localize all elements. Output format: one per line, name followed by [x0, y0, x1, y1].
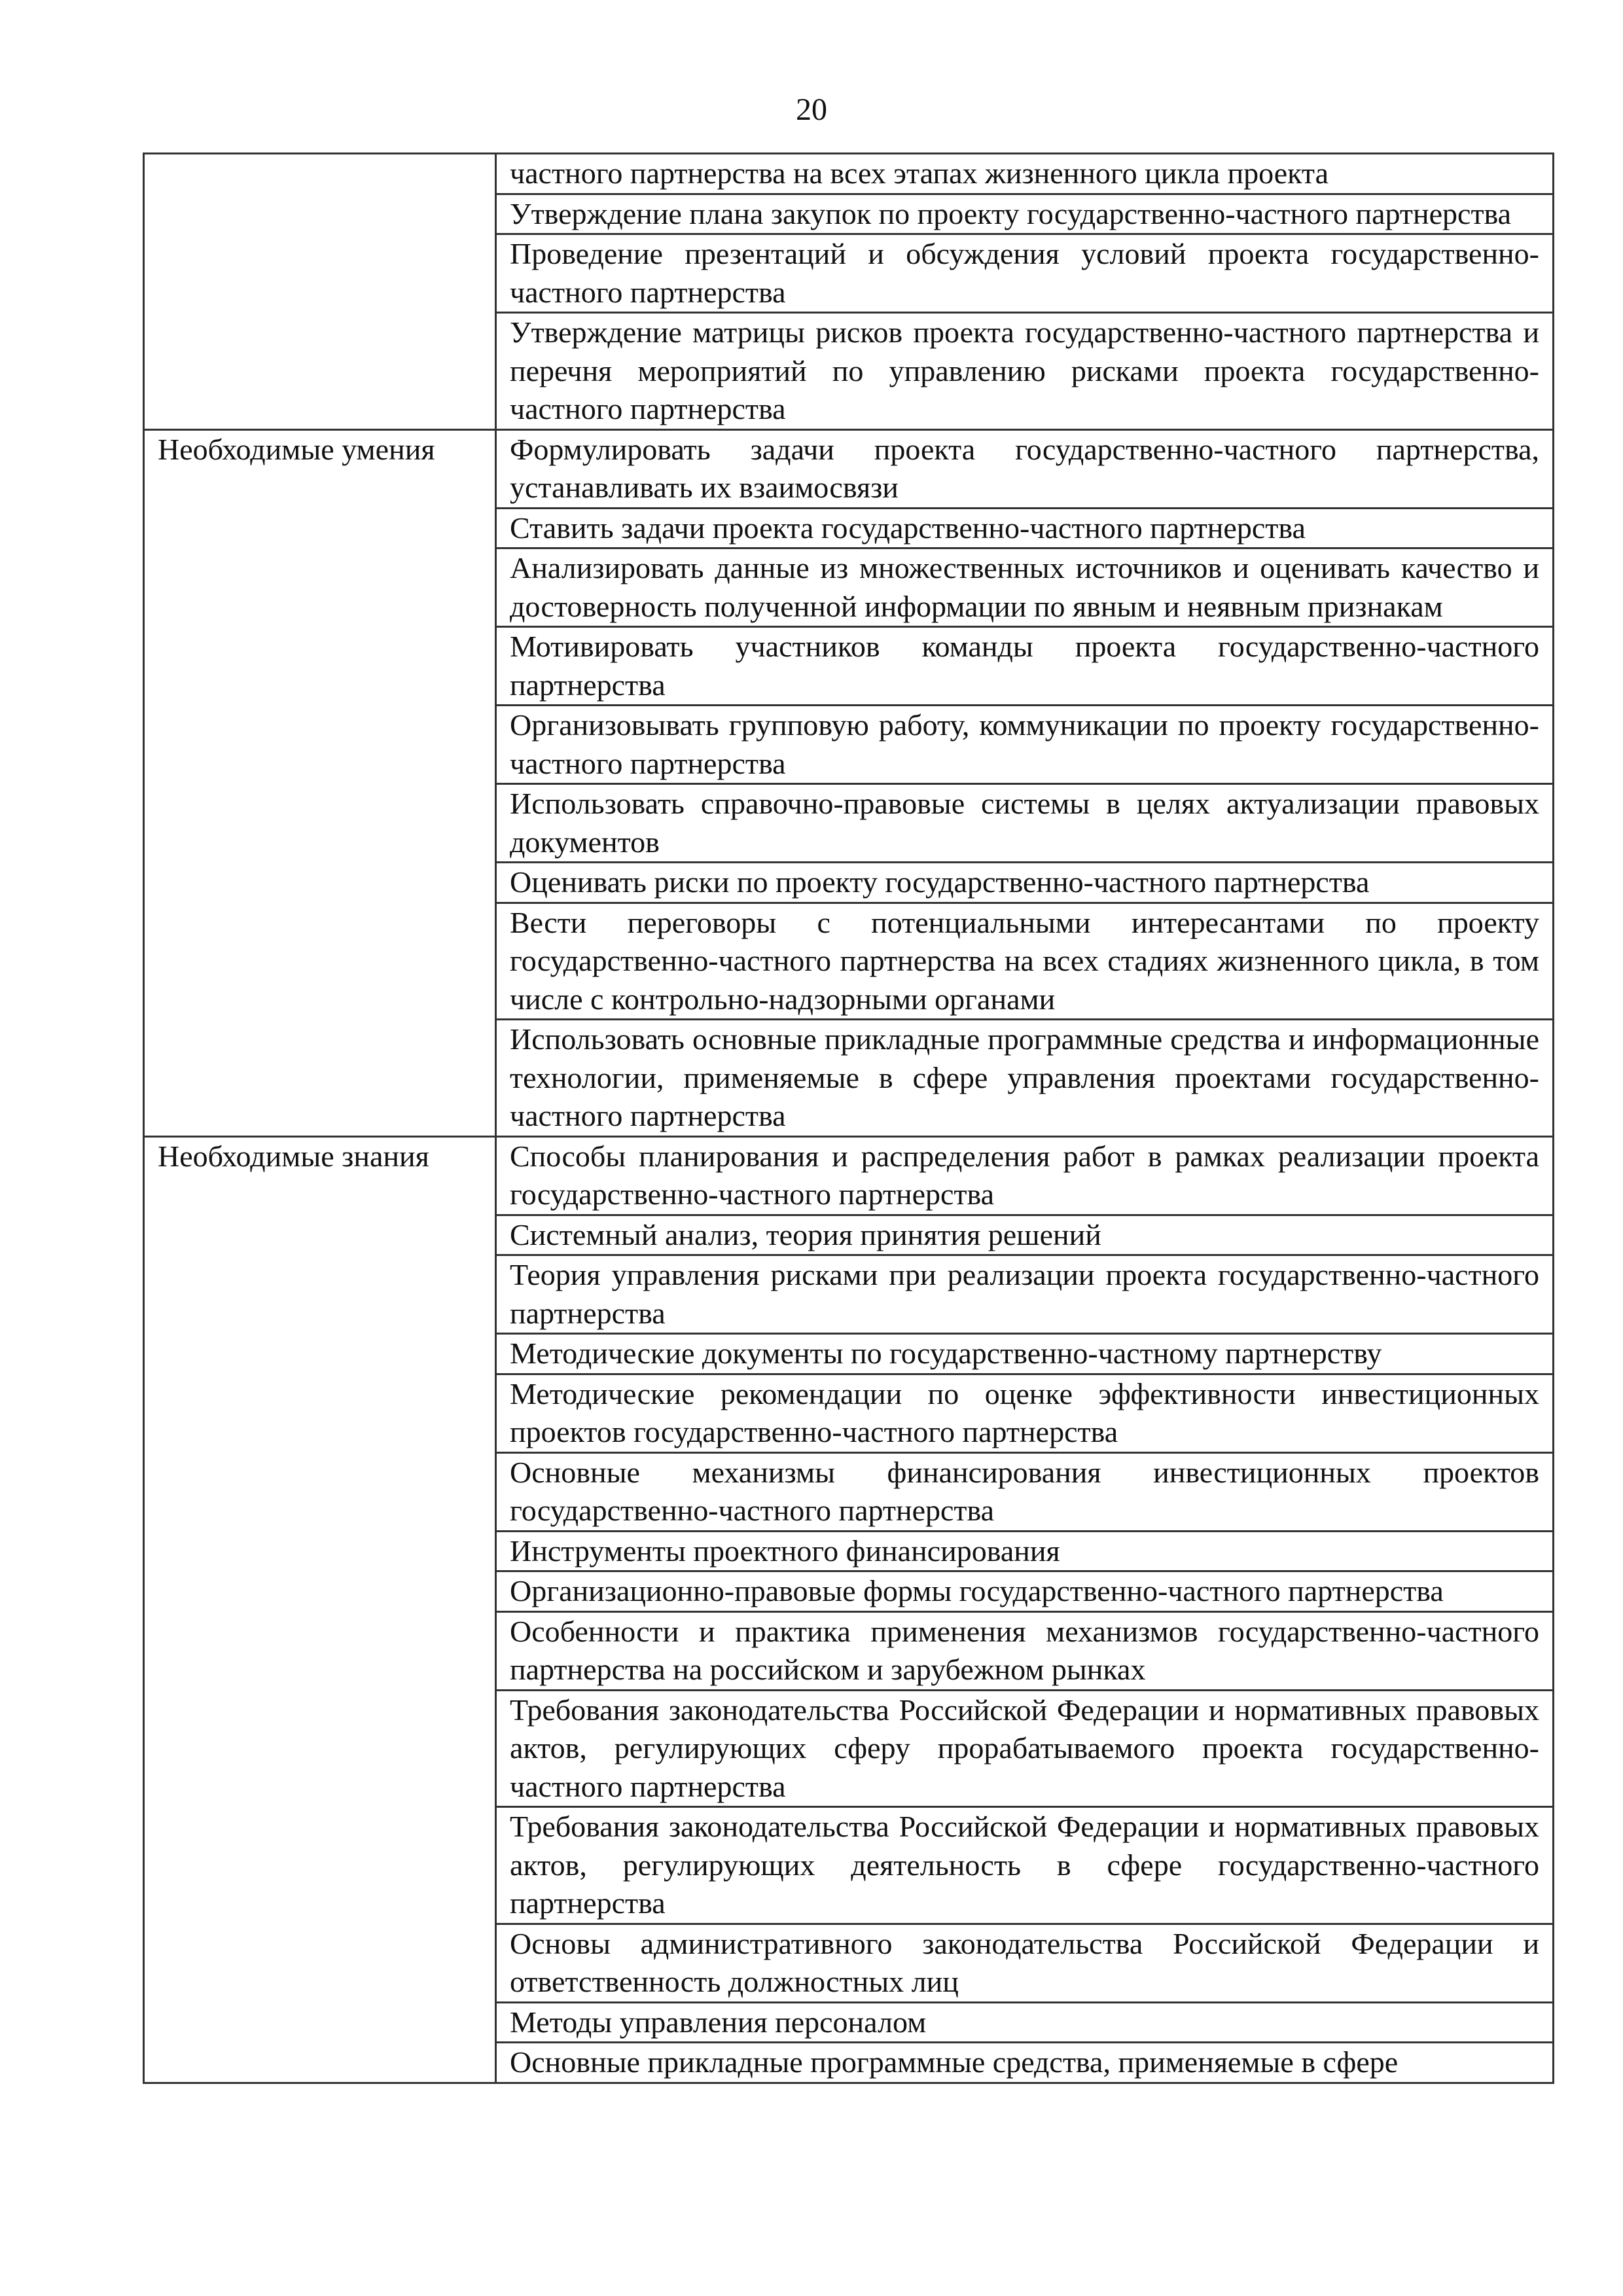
table-cell: частного партнерства на всех этапах жизненного цикла проекта [496, 154, 1554, 194]
table-cell: Использовать справочно-правовые системы в целях актуализации правовых документов [496, 784, 1554, 863]
table-cell: Теория управления рисками при реализации проекта государственно-частного партнерства [496, 1255, 1554, 1334]
table-cell: Методические документы по государственно-частному партнерству [496, 1334, 1554, 1374]
table-cell: Оценивать риски по проекту государственно-частного партнерства [496, 863, 1554, 903]
skills-label: Необходимые умения [144, 429, 496, 1136]
table-cell: Организовывать групповую работу, коммуникации по проекту государственно-частного партнерства [496, 706, 1554, 784]
knowledge-label: Необходимые знания [144, 1136, 496, 2083]
table-cell: Формулировать задачи проекта государственно-частного партнерства, устанавливать их взаимосвязи [496, 429, 1554, 508]
table-cell: Методы управления персоналом [496, 2002, 1554, 2043]
table-cell: Утверждение матрицы рисков проекта государственно-частного партнерства и перечня мероприятий по управлению рисками проекта государственно-частного партнерства [496, 313, 1554, 430]
table-cell: Требования законодательства Российской Федерации и нормативных правовых актов, регулирующих сферу прорабатываемого проекта государственно-частного партнерства [496, 1690, 1554, 1807]
table-cell: Инструменты проектного финансирования [496, 1531, 1554, 1571]
table-cell: Способы планирования и распределения работ в рамках реализации проекта государственно-частного партнерства [496, 1136, 1554, 1215]
table-row [144, 154, 1554, 194]
page-number: 20 [796, 92, 827, 127]
table-cell: Вести переговоры с потенциальными интересантами по проекту государственно-частного партнерства на всех стадиях жизненного цикла, в том числе с контрольно-надзорными органами [496, 903, 1554, 1020]
table-row [144, 429, 1554, 508]
table-cell: Особенности и практика применения механизмов государственно-частного партнерства на российском и зарубежном рынках [496, 1611, 1554, 1690]
table-cell: Мотивировать участников команды проекта государственно-частного партнерства [496, 627, 1554, 706]
table-cell: Основные механизмы финансирования инвестиционных проектов государственно-частного партнерства [496, 1452, 1554, 1531]
table-cell: Системный анализ, теория принятия решений [496, 1215, 1554, 1255]
table-cell: Основные прикладные программные средства, применяемые в сфере [496, 2043, 1554, 2083]
table-cell: Проведение презентаций и обсуждения условий проекта государственно-частного партнерства [496, 234, 1554, 313]
table-cell: Анализировать данные из множественных источников и оценивать качество и достоверность полученной информации по явным и неявным признакам [496, 548, 1554, 627]
table-cell: Методические рекомендации по оценке эффективности инвестиционных проектов государственно-частного партнерства [496, 1374, 1554, 1452]
competency-table [143, 152, 1554, 2084]
continuation-label-cell [144, 154, 496, 430]
table-cell: Ставить задачи проекта государственно-частного партнерства [496, 508, 1554, 548]
table-row [144, 1136, 1554, 1215]
table-cell: Организационно-правовые формы государственно-частного партнерства [496, 1571, 1554, 1612]
table-cell: Основы административного законодательства Российской Федерации и ответственность должностных лиц [496, 1924, 1554, 2002]
table-cell: Использовать основные прикладные программные средства и информационные технологии, применяемые в сфере управления проектами государственно-частного партнерства [496, 1020, 1554, 1137]
table-cell: Утверждение плана закупок по проекту государственно-частного партнерства [496, 194, 1554, 234]
table-cell: Требования законодательства Российской Федерации и нормативных правовых актов, регулирующих деятельность в сфере государственно-частного партнерства [496, 1807, 1554, 1924]
